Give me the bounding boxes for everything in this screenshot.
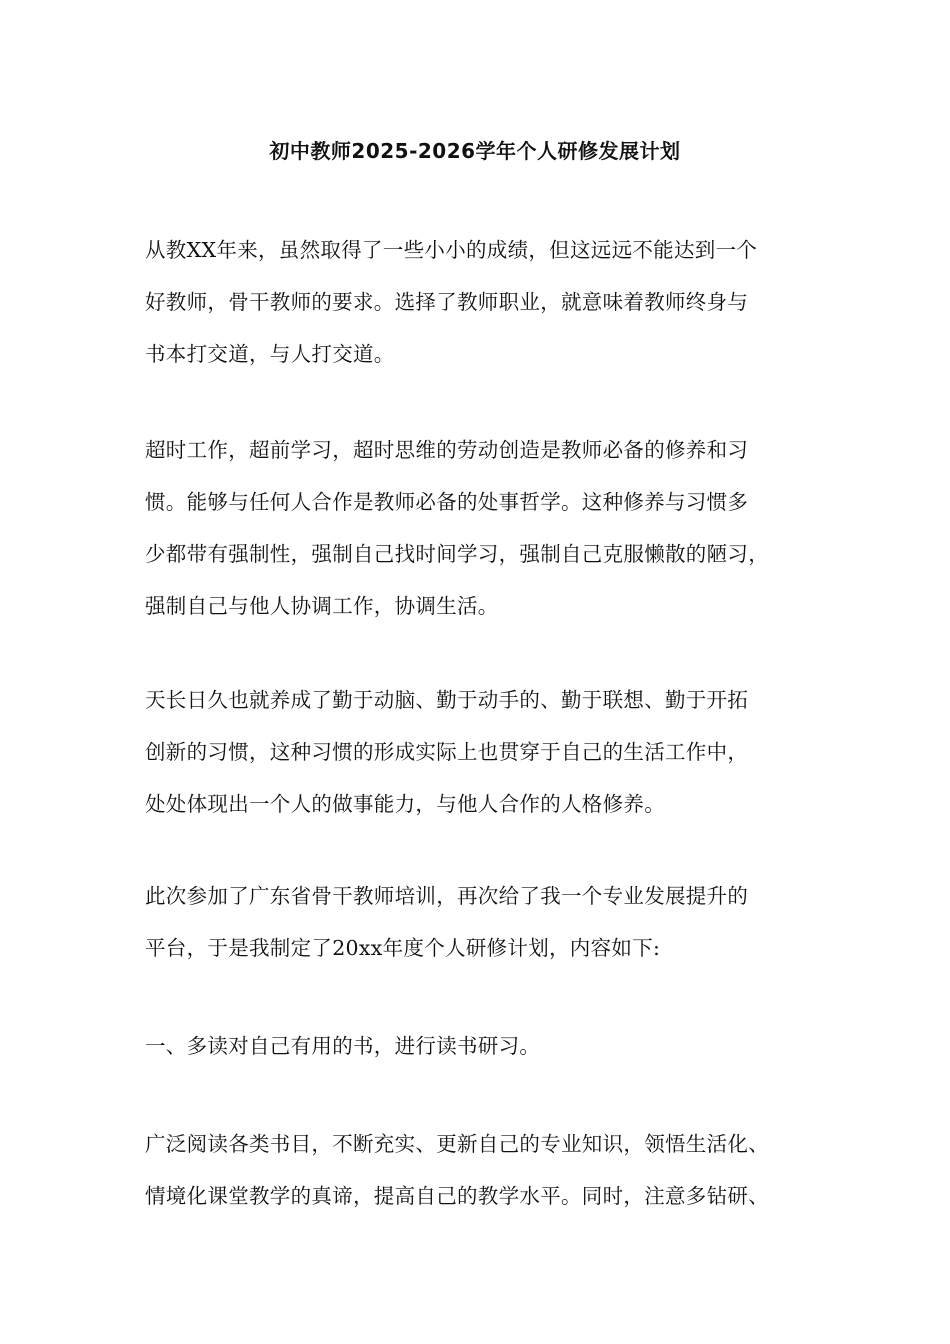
paragraph-line: 从教XX年来，虽然取得了一些小小的成绩，但这远远不能达到一个 — [145, 238, 758, 262]
paragraph-line: 创新的习惯，这种习惯的形成实际上也贯穿于自己的生活工作中， — [145, 740, 749, 764]
paragraph-line: 少都带有强制性，强制自己找时间学习，强制自己克服懒散的陋习， — [145, 542, 769, 566]
paragraph-line: 情境化课堂教学的真谛，提高自己的教学水平。同时，注意多钻研、 — [145, 1184, 769, 1208]
paragraph-1 — [145, 224, 825, 380]
paragraph-2 — [145, 424, 825, 632]
paragraph-line: 书本打交道，与人打交道。 — [145, 342, 395, 366]
paragraph-line: 一、多读对自己有用的书，进行读书研习。 — [145, 1034, 541, 1058]
paragraph-line: 处处体现出一个人的做事能力，与他人合作的人格修养。 — [145, 792, 665, 816]
paragraph-line: 广泛阅读各类书目，不断充实、更新自己的专业知识，领悟生活化、 — [145, 1132, 769, 1156]
paragraph-line: 超时工作，超前学习，超时思维的劳动创造是教师必备的修养和习 — [145, 438, 749, 462]
paragraph-line: 平台，于是我制定了20xx年度个人研修计划，内容如下: — [145, 936, 661, 960]
paragraph-3 — [145, 674, 825, 830]
paragraph-line: 此次参加了广东省骨干教师培训，再次给了我一个专业发展提升的 — [145, 884, 749, 908]
paragraph-6 — [145, 1118, 825, 1222]
paragraph-4 — [145, 870, 825, 974]
paragraph-line: 好教师，骨干教师的要求。选择了教师职业，就意味着教师终身与 — [145, 290, 749, 314]
paragraph-line: 惯。能够与任何人合作是教师必备的处事哲学。这种修养与习惯多 — [145, 490, 749, 514]
paragraph-line: 天长日久也就养成了勤于动脑、勤于动手的、勤于联想、勤于开拓 — [145, 688, 749, 712]
section-heading-1 — [145, 1020, 825, 1072]
document-title: 初中教师2025-2026学年个人研修发展计划 — [269, 139, 681, 163]
paragraph-line: 强制自己与他人协调工作，协调生活。 — [145, 594, 499, 618]
